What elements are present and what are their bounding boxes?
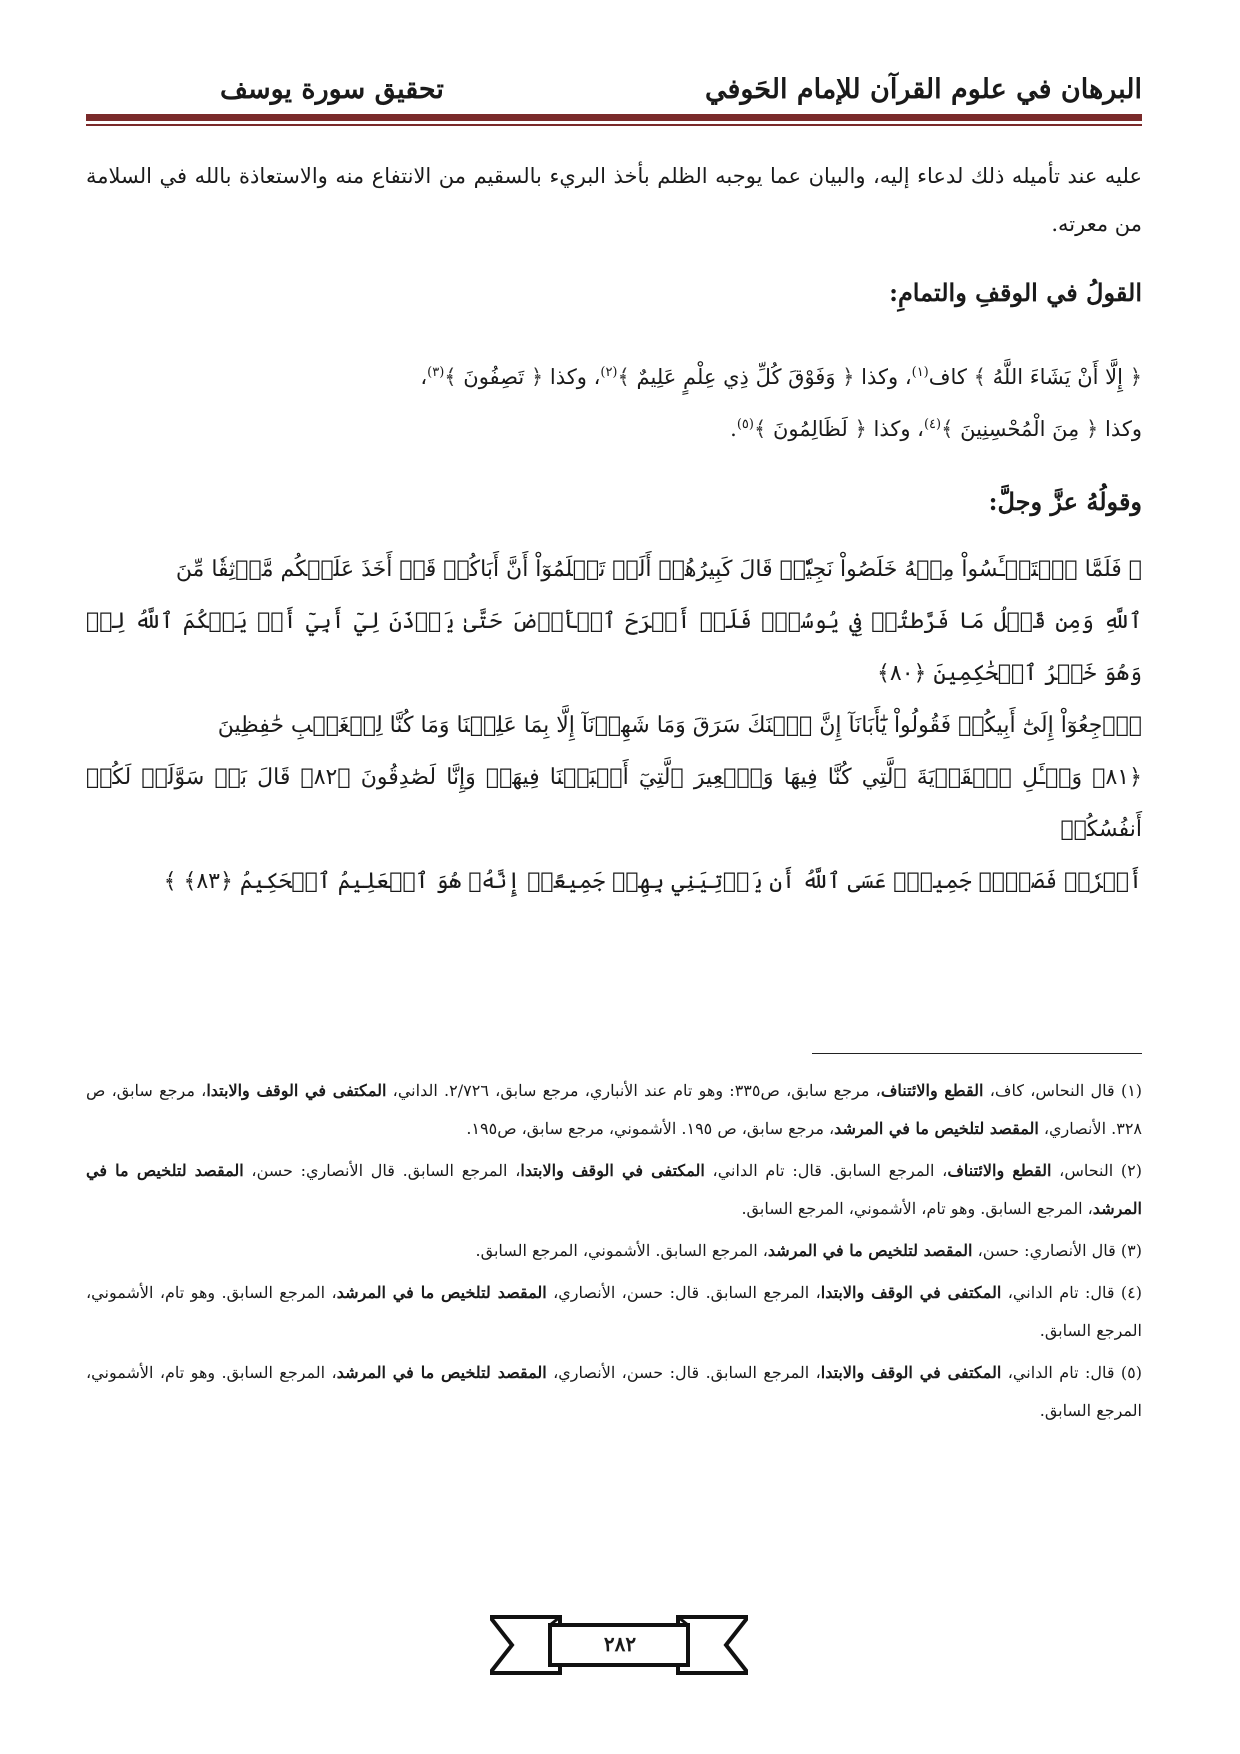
header-rule-thin: [86, 124, 1142, 126]
intro-paragraph: عليه عند تأميله ذلك لدعاء إليه، والبيان عما يوجبه الظلم بأخذ البريء بالسقيم من الانتفاع منه والاستعاذة بالله في السلامة من معرته.: [86, 164, 1142, 236]
footnote-ref-4[interactable]: (٤): [923, 417, 942, 432]
footnotes-section: [86, 1072, 1142, 1434]
footnote-2: (٢) النحاس، القطع والائتناف، المرجع السابق. قال: تام الداني، المكتفى في الوقف والابتدا، المرجع السابق. قال الأنصاري: حسن، المقصد لتلخيص ما في المرشد، المرجع السابق. وهو تام، الأشموني، المرجع السابق.: [86, 1161, 1142, 1218]
ornate-bracket-close: ﴾: [941, 417, 954, 441]
lead-text: وكذا: [1105, 417, 1142, 441]
ornate-bracket-close: ﴾: [617, 365, 630, 389]
ornate-bracket-close: ﴾: [444, 365, 457, 389]
page-number: ٢٨٢: [603, 1632, 637, 1656]
book-title: البرهان في علوم القرآن للإمام الحَوفي: [704, 74, 1142, 105]
verse-heading: وقولُهُ عزَّ وجلَّ:: [988, 487, 1142, 516]
quran-phrase-2: وَفَوْقَ كُلِّ ذِي عِلْمٍ عَلِيمٌ: [636, 365, 836, 389]
verse-line: أَمۡرٗاۖ فَصَبۡرٞ جَمِيلٌۖ عَسَى ٱللَّهُ أَن يَأۡتِيَنِي بِهِمۡ جَمِيعًاۚ إِنَّهُۥ هُوَ ٱلۡعَلِيمُ ٱلۡحَكِيمُ ﴿٨٣﴾ ﴾: [163, 869, 1142, 894]
footnote-4: (٤) قال: تام الداني، المكتفى في الوقف والابتدا، المرجع السابق. قال: حسن، الأنصاري، المقصد لتلخيص ما في المرشد، المرجع السابق. وهو تام، الأشموني، المرجع السابق.: [86, 1283, 1143, 1340]
footnote-1: (١) قال النحاس، كاف، القطع والائتناف، مرجع سابق، ص٣٣٥: وهو تام عند الأنباري، مرجع سابق، ٢/٧٢٦. الداني، المكتفى في الوقف والابتدا، مرجع سابق، ص ٣٢٨. الأنصاري، المقصد لتلخيص ما في المرشد، مرجع سابق، ص ١٩٥. الأشموني، مرجع سابق، ص١٩٥.: [86, 1081, 1143, 1138]
quran-phrase-3: تَصِفُونَ: [463, 365, 525, 389]
waqf-line-1: ﴿ إِلَّا أَنْ يَشَاءَ اللَّهُ ﴾ كاف$^{(١)}$، وكذا ﴿ وَفَوْقَ كُلِّ ذِي عِلْمٍ عَلِيمٌ ﴾$^{(٢)}$، وكذا ﴿ تَصِفُونَ ﴾$^{(٣)}$، وكذا ﴿ مِنَ الْمُحْسِنِينَ ﴾$^{(٤)}$، وكذا ﴿ لَظَالِمُونَ ﴾$^{(٥)}$.: [420, 365, 1142, 441]
separator-text: ، وكذا: [549, 365, 601, 389]
ornate-bracket-close: ﴾: [973, 365, 986, 389]
footnote-ref-3[interactable]: (٣): [427, 365, 445, 380]
footnote-ref-5[interactable]: (٥): [736, 417, 754, 432]
separator-text: ، وكذا: [861, 365, 912, 389]
verse-line: ٱرۡجِعُوٓاْ إِلَىٰٓ أَبِيكُمۡ فَقُولُواْ يَٰٓأَبَانَآ إِنَّ ٱبۡنَكَ سَرَقَ وَمَا شَهِدۡنَآ إِلَّا بِمَا عَلِمۡنَا وَمَا كُنَّا لِلۡغَيۡبِ حَٰفِظِينَ: [217, 713, 1142, 738]
ornate-bracket-open: ﴿: [842, 365, 855, 389]
footnote-ref-1[interactable]: (١): [911, 365, 929, 380]
header-rule-thick: [86, 114, 1142, 121]
ornate-bracket-open: ﴿: [1086, 417, 1099, 441]
main-content: [86, 152, 1142, 908]
verse-line: ﴿ فَلَمَّا ٱسۡتَيۡـَٔسُواْ مِنۡهُ خَلَصُواْ نَجِيّٗاۖ قَالَ كَبِيرُهُمۡ أَلَمۡ تَعۡلَمُوٓاْ أَنَّ أَبَاكُمۡ قَدۡ أَخَذَ عَلَيۡكُم مَّوۡثِقٗا مِّنَ: [175, 557, 1142, 582]
ruling-label: كاف: [928, 365, 967, 389]
ornate-bracket-close: ﴾: [753, 417, 767, 441]
waqf-heading: القولُ في الوقفِ والتمامِ:: [889, 278, 1142, 307]
ornate-bracket-open: ﴿: [530, 365, 544, 389]
separator-text: ، وكذا: [873, 417, 924, 441]
verse-line: ٱللَّهِ وَمِن قَبۡلُ مَا فَرَّطتُمۡ فِي يُوسُفَۖ فَلَنۡ أَبۡرَحَ ٱلۡأَرۡضَ حَتَّىٰ يَأۡذَنَ لِيٓ أَبِيٓ أَوۡ يَحۡكُمَ ٱللَّهُ لِيۖ وَهُوَ خَيۡرُ ٱلۡحَٰكِمِينَ ﴿٨٠﴾: [86, 609, 1142, 686]
footnote-5: (٥) قال: تام الداني، المكتفى في الوقف والابتدا، المرجع السابق. قال: حسن، الأنصاري، المقصد لتلخيص ما في المرشد، المرجع السابق. وهو تام، الأشموني، المرجع السابق.: [86, 1363, 1143, 1420]
quran-phrase-1: إِلَّا أَنْ يَشَاءَ اللَّهُ: [992, 365, 1123, 389]
ornate-bracket-open: ﴿: [854, 417, 867, 441]
footnote-3: (٣) قال الأنصاري: حسن، المقصد لتلخيص ما في المرشد، المرجع السابق. الأشموني، المرجع السابق.: [475, 1241, 1142, 1260]
verse-line: ﴿٨١﴾ وَسۡـَٔلِ ٱلۡقَرۡيَةَ ٱلَّتِي كُنَّا فِيهَا وَٱلۡعِيرَ ٱلَّتِيٓ أَقۡبَلۡنَا فِيهَاۖ وَإِنَّا لَصَٰدِقُونَ ﴿٨٢﴾ قَالَ بَلۡ سَوَّلَتۡ لَكُمۡ أَنفُسُكُمۡ: [86, 765, 1142, 842]
quran-phrase-5: لَظَالِمُونَ: [772, 417, 848, 441]
quran-verse-block: [86, 544, 1142, 908]
footnote-separator: [812, 1053, 1142, 1054]
surah-title: تحقيق سورة يوسف: [220, 74, 444, 105]
quran-phrase-4: مِنَ الْمُحْسِنِينَ: [960, 417, 1080, 441]
running-header: [86, 70, 1142, 118]
footnote-ref-2[interactable]: (٢): [600, 365, 618, 380]
ornate-bracket-open: ﴿: [1129, 365, 1142, 389]
